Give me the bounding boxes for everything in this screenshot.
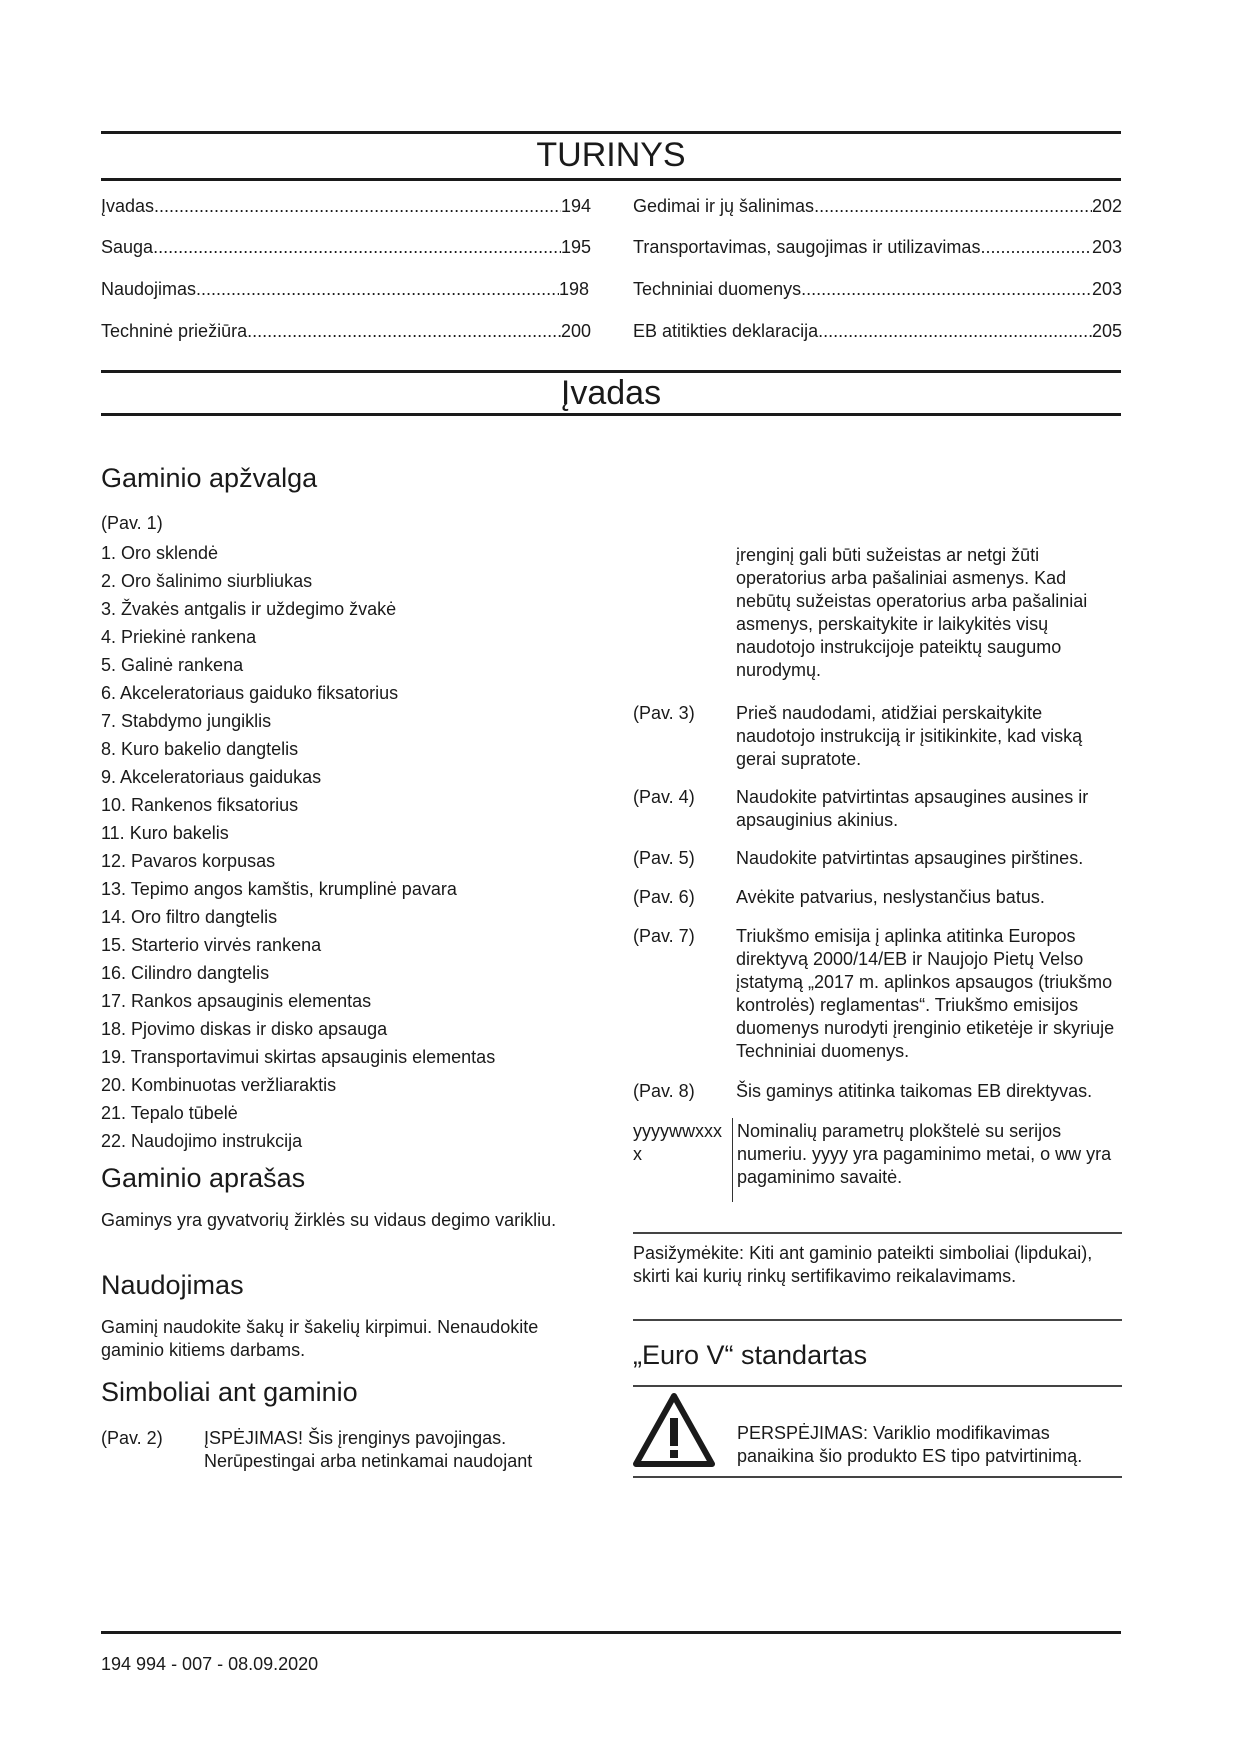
symbol-item: [633, 886, 1123, 909]
toc-entry[interactable]: [633, 278, 1122, 300]
list-item: 4. Priekinė rankena: [101, 627, 257, 647]
warning-text: Variklio modifikavimas panaikina šio produkto ES tipo patvirtinimą.: [737, 1423, 1083, 1466]
toc-entry[interactable]: [101, 278, 589, 300]
footer-rule: [101, 1631, 1121, 1634]
symbol-item: [633, 702, 1123, 771]
note: [633, 1242, 1103, 1288]
list-item: 8. Kuro bakelio dangtelis: [101, 739, 299, 759]
list-item: 11. Kuro bakelis: [101, 823, 229, 843]
symbol-ref: (Pav. 5): [633, 848, 695, 868]
list-item: 18. Pjovimo diskas ir disko apsauga: [101, 1019, 388, 1039]
toc-entry[interactable]: [633, 236, 1122, 258]
footer-text: 194 994 - 007 - 08.09.2020: [101, 1654, 319, 1674]
note-bottom-rule: [633, 1319, 1122, 1321]
list-item: 7. Stabdymo jungiklis: [101, 711, 272, 731]
section-title: Įvadas: [560, 374, 662, 412]
toc-entry-page: 200: [560, 321, 591, 341]
toc-entry-page: 202: [1091, 196, 1122, 216]
serial-code-line1: yyyywwxxx: [633, 1121, 722, 1141]
serial-code: [633, 1120, 728, 1166]
list-item: 10. Rankenos fiksatorius: [101, 795, 299, 815]
warning-icon: [633, 1392, 715, 1468]
toc-entry-label: Transportavimas, saugojimas ir utilizavimas: [633, 237, 981, 257]
list-item: 3. Žvakės antgalis ir uždegimo žvakė: [101, 599, 397, 619]
serial-divider: [732, 1118, 733, 1202]
list-item: 13. Tepimo angos kamštis, krumplinė pavara: [101, 879, 457, 899]
symbol-text: Triukšmo emisija į aplinka atitinka Europos direktyvą 2000/14/EB ir Naujojo Pietų Velso įstatymą „2017 m. aplinkos apsaugos (triukšmo kontrolės) reglamentas“. Triukšmo emisijos duomenys nurodyti įrenginio etiketėje ir skyriuje Techniniai duomenys.: [736, 926, 1115, 1061]
euro-bottom-rule: [633, 1476, 1122, 1478]
serial-text: Nominalių parametrų plokštelė su serijos numeriu. yyyy yra pagaminimo metai, o ww yra pagaminimo savaitė.: [737, 1121, 1112, 1187]
symbol-text: Avėkite patvarius, neslystančius batus.: [736, 887, 1045, 907]
toc-entry[interactable]: [633, 320, 1122, 342]
serial-code-line2: x: [633, 1144, 642, 1164]
list-item: 5. Galinė rankena: [101, 655, 244, 675]
section-top-rule: [101, 370, 1121, 373]
section-bottom-rule: [101, 413, 1121, 416]
list-item: 6. Akceleratoriaus gaiduko fiksatorius: [101, 683, 399, 703]
list-item: 12. Pavaros korpusas: [101, 851, 276, 871]
symbol-item: [633, 1080, 1123, 1103]
toc-dots: [247, 320, 561, 342]
symbols-heading: Simboliai ant gaminio: [101, 1377, 358, 1407]
list-item: 21. Tepalo tūbelė: [101, 1103, 238, 1123]
description-heading: Gaminio aprašas: [101, 1163, 306, 1193]
overview-fig-ref: (Pav. 1): [101, 513, 163, 533]
toc-entry-label: Sauga: [101, 237, 154, 257]
toc-dots: [814, 195, 1092, 217]
symbol-ref: (Pav. 7): [633, 926, 695, 946]
list-item: 16. Cilindro dangtelis: [101, 963, 270, 983]
toc-dots: [196, 278, 559, 300]
symbol-text: Šis gaminys atitinka taikomas EB direktyvas.: [736, 1081, 1093, 1101]
list-item: 2. Oro šalinimo siurbliukas: [101, 571, 313, 591]
toc-entry-label: EB atitikties deklaracija: [633, 321, 819, 341]
toc-entry-label: Techniniai duomenys: [633, 279, 802, 299]
toc-entry-page: 198: [558, 279, 589, 299]
symbol-item: [633, 847, 1123, 870]
toc-top-rule: [101, 131, 1121, 134]
list-item: 22. Naudojimo instrukcija: [101, 1131, 303, 1151]
symbol-ref: (Pav. 4): [633, 787, 695, 807]
toc-dots: [818, 320, 1092, 342]
list-item: 1. Oro sklendė: [101, 543, 219, 563]
toc-dots: [801, 278, 1092, 300]
symbol-item: [633, 925, 1123, 1063]
pav2-text-start: ĮSPĖJIMAS! Šis įrenginys pavojingas. Nerūpestingai arba netinkamai naudojant: [204, 1428, 533, 1471]
symbol-ref: (Pav. 3): [633, 703, 695, 723]
toc-entry-page: 203: [1091, 279, 1122, 299]
toc-entry[interactable]: [101, 236, 591, 258]
toc-entry-label: Įvadas: [101, 196, 155, 216]
symbol-item: [633, 786, 1123, 832]
list-item: 20. Kombinuotas veržliaraktis: [101, 1075, 337, 1095]
toc-entry-page: 195: [560, 237, 591, 257]
toc-entry-page: 194: [560, 196, 591, 216]
warning-label: PERSPĖJIMAS:: [737, 1423, 869, 1443]
symbol-text: Naudokite patvirtintas apsaugines pirštines.: [736, 848, 1084, 868]
toc-entry-label: Naudojimas: [101, 279, 197, 299]
toc-dots: [980, 236, 1092, 258]
toc-entry[interactable]: [633, 195, 1122, 217]
symbol-ref: (Pav. 8): [633, 1081, 695, 1101]
euro-warning: [737, 1422, 1123, 1468]
list-item: 14. Oro filtro dangtelis: [101, 907, 278, 927]
list-item: 17. Rankos apsauginis elementas: [101, 991, 372, 1011]
pav2-ref: (Pav. 2): [101, 1428, 163, 1448]
symbol-text: Prieš naudodami, atidžiai perskaitykite naudotojo instrukciją ir įsitikinkite, kad viską gerai supratote.: [736, 703, 1083, 769]
symbol-ref: (Pav. 6): [633, 887, 695, 907]
note-top-rule: [633, 1232, 1122, 1234]
note-label: Pasižymėkite:: [633, 1243, 745, 1263]
toc-title: TURINYS: [536, 136, 686, 174]
toc-bottom-rule: [101, 178, 1121, 181]
toc-entry-label: Techninė priežiūra: [101, 321, 248, 341]
toc-entry-page: 203: [1091, 237, 1122, 257]
pav2-text-cont: įrenginį gali būti sužeistas ar netgi žūti operatorius arba pašaliniai asmenys. Kad nebūtų sužeistas operatorius arba pašaliniai asmenys, perskaitykite ir laikykitės visų naudotojo instrukcijoje pateiktų saugumo nurodymų.: [736, 545, 1088, 680]
toc-entry[interactable]: [101, 195, 591, 217]
usage-text: Gaminį naudokite šakų ir šakelių kirpimui. Nenaudokite gaminio kitiems darbams.: [101, 1317, 539, 1360]
toc-dots: [153, 236, 561, 258]
toc-entry-page: 205: [1091, 321, 1122, 341]
description-text: Gaminys yra gyvatvorių žirklės su vidaus degimo varikliu.: [101, 1210, 557, 1230]
list-item: 15. Starterio virvės rankena: [101, 935, 322, 955]
euro-heading: „Euro V“ standartas: [633, 1340, 868, 1370]
list-item: 9. Akceleratoriaus gaidukas: [101, 767, 322, 787]
overview-list: [101, 539, 495, 1155]
toc-entry-label: Gedimai ir jų šalinimas: [633, 196, 815, 216]
symbol-text: Naudokite patvirtintas apsaugines ausines ir apsauginius akinius.: [736, 787, 1089, 830]
list-item: 19. Transportavimui skirtas apsauginis elementas: [101, 1047, 496, 1067]
overview-heading: Gaminio apžvalga: [101, 463, 318, 493]
toc-dots: [154, 195, 561, 217]
usage-heading: Naudojimas: [101, 1270, 244, 1300]
euro-top-rule: [633, 1385, 1122, 1387]
note-text: Kiti ant gaminio pateikti simboliai (lipdukai), skirti kai kurių rinkų sertifikavimo reikalavimams.: [633, 1243, 1093, 1286]
toc-entry[interactable]: [101, 320, 591, 342]
